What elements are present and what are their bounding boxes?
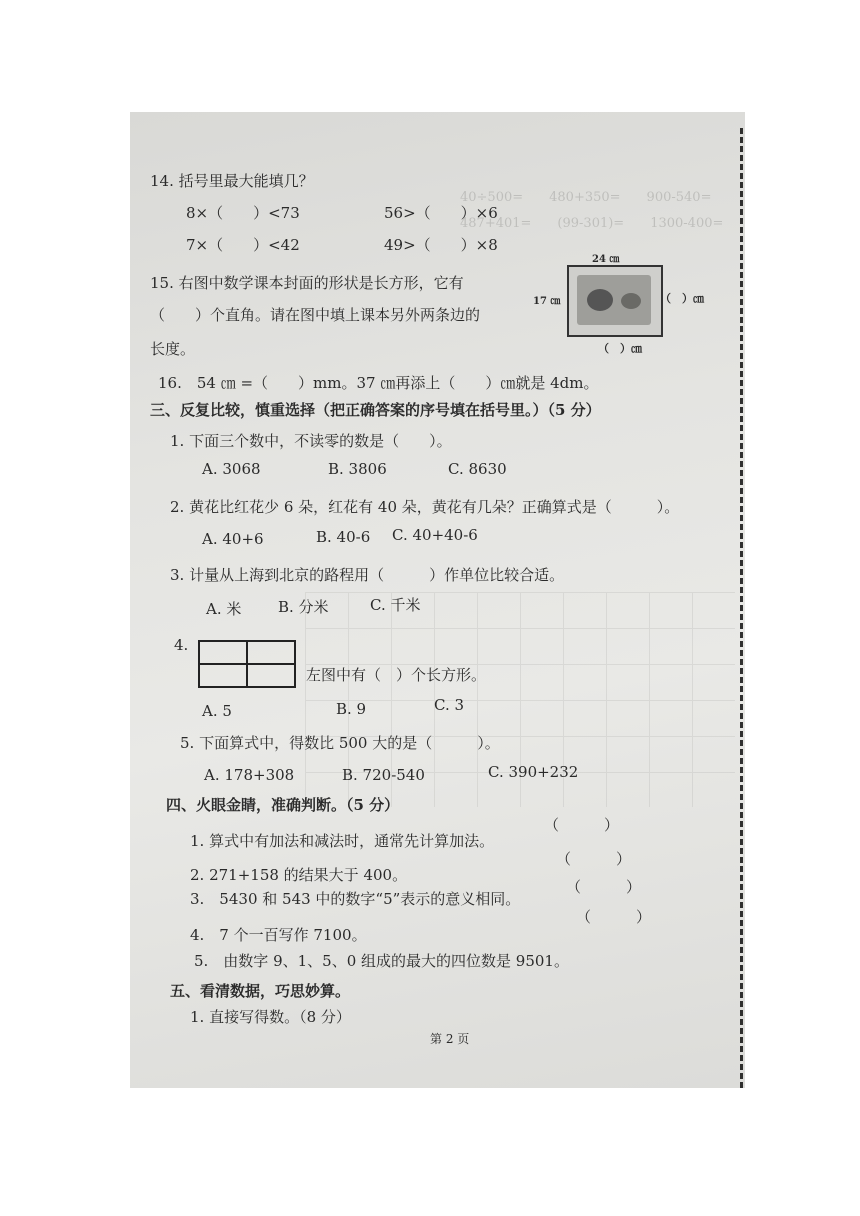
answer-paren: （ ） (566, 878, 642, 896)
book-left-length: 17 ㎝ (533, 296, 561, 307)
answer-paren: （ ） (544, 816, 620, 834)
s3-q4-number: 4. (174, 636, 189, 654)
q14-item: 49>（ ）×8 (384, 236, 498, 254)
option: B. 40-6 (316, 528, 371, 546)
section-3-heading: 三、反复比较，慎重选择（把正确答案的序号填在括号里。）（5 分） (150, 401, 601, 419)
q16-text: 16. 54 ㎝ =（ ）mm。37 ㎝再添上（ ）㎝就是 4dm。 (158, 374, 599, 392)
option: A. 5 (202, 702, 232, 720)
book-right-length: （ ）㎝ (660, 292, 704, 305)
q14-title: 14. 括号里最大能填几？ (150, 172, 314, 190)
section-5-heading: 五、看清数据，巧思妙算。 (170, 982, 351, 1000)
option: A. 178+308 (204, 766, 295, 784)
judgment-item: 4. 7 个一百写作 7100。 (190, 926, 367, 944)
option: B. 分米 (278, 598, 329, 616)
option: B. 720-540 (342, 766, 425, 784)
option: A. 3068 (202, 460, 261, 478)
option: C. 390+232 (488, 763, 579, 781)
q15-line: （ ）个直角。请在图中填上课本另外两条边的 (150, 306, 481, 324)
s3-q5: 5. 下面算式中，得数比 500 大的是（ ）。 (180, 734, 500, 752)
textbook-cover-figure (567, 265, 663, 337)
q15-line: 15. 右图中数学课本封面的形状是长方形，它有 (150, 274, 464, 292)
answer-paren: （ ） (556, 850, 632, 868)
judgment-item: 5. 由数字 9、1、5、0 组成的最大的四位数是 9501。 (194, 952, 569, 970)
option: B. 9 (336, 700, 367, 718)
q14-item: 56>（ ）×6 (384, 204, 498, 222)
rectangle-grid-figure (198, 640, 296, 688)
option: C. 40+40-6 (392, 526, 478, 544)
judgment-item: 2. 271+158 的结果大于 400。 (190, 866, 408, 884)
s5-sub: 1. 直接写得数。（8 分） (190, 1008, 351, 1026)
s3-q1: 1. 下面三个数中，不读零的数是（ ）。 (170, 432, 452, 450)
q14-item: 7×（ ）<42 (186, 236, 300, 254)
option: C. 千米 (370, 596, 421, 614)
s3-q2: 2. 黄花比红花少 6 朵，红花有 40 朵，黄花有几朵？正确算式是（ ）。 (170, 498, 680, 516)
bleed-through-text: 487+401= (99-301)= 1300-400= (460, 216, 724, 231)
book-top-length: 24 ㎝ (592, 254, 620, 265)
s3-q3: 3. 计量从上海到北京的路程用（ ）作单位比较合适。 (170, 566, 565, 584)
page-number: 第 2 页 (430, 1032, 470, 1046)
answer-paren: （ ） (576, 908, 652, 926)
option: A. 40+6 (202, 530, 264, 548)
dashed-cut-line (740, 128, 743, 1088)
option: A. 米 (206, 600, 242, 618)
q15-line: 长度。 (150, 340, 196, 358)
option: C. 3 (434, 696, 465, 714)
bleed-through-text: 40÷500= 480+350= 900-540= (460, 190, 712, 205)
section-4-heading: 四、火眼金睛，准确判断。（5 分） (166, 796, 400, 814)
exam-page (130, 112, 745, 1088)
judgment-item: 1. 算式中有加法和减法时，通常先计算加法。 (190, 832, 495, 850)
option: C. 8630 (448, 460, 507, 478)
book-bottom-length: （ ）㎝ (598, 342, 642, 355)
q14-item: 8×（ ）<73 (186, 204, 300, 222)
judgment-item: 3. 5430 和 543 中的数字“5”表示的意义相同。 (190, 890, 521, 908)
option: B. 3806 (328, 460, 387, 478)
s3-q4: 左图中有（ ）个长方形。 (306, 666, 487, 684)
